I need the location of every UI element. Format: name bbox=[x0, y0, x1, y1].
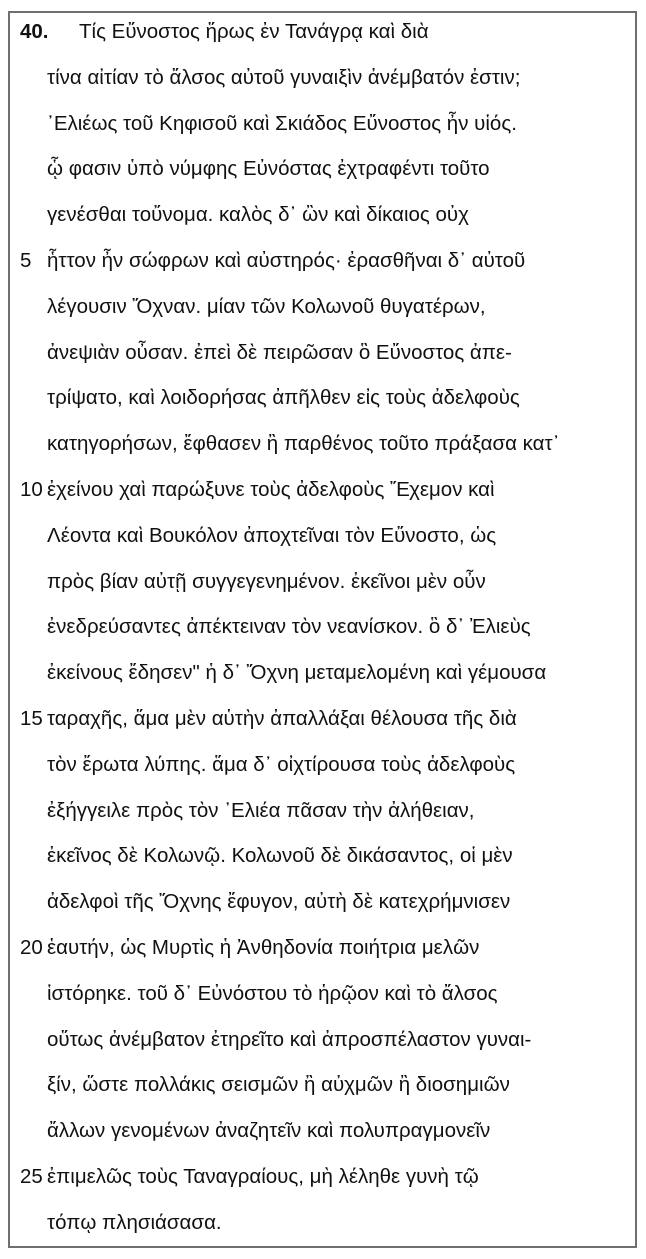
text-line bbox=[10, 796, 635, 826]
text-line bbox=[10, 1025, 635, 1055]
text-line bbox=[10, 1070, 635, 1100]
text-line bbox=[10, 750, 635, 780]
line-text: τίνα αἰτίαν τὸ ἄλσος αὐτοῦ γυναιξὶν ἀνέμβατόν ἐστιν; bbox=[47, 65, 521, 89]
line-text: κατηγορήσων, ἔφθασεν ἢ παρθένος τοῦτο πράξασα κατ᾿ bbox=[47, 432, 560, 456]
line-number: 10 bbox=[20, 478, 43, 501]
line-text: ταραχῆς, ἅμα μὲν αὑτὴν ἀπαλλάξαι θέλουσα τῆς διὰ bbox=[47, 707, 517, 730]
text-line bbox=[10, 292, 635, 322]
line-text: τόπῳ πλησιάσασα. bbox=[47, 1210, 222, 1234]
line-text: λέγουσιν Ὄχναν. μίαν τῶν Κολωνοῦ θυγατέρων, bbox=[47, 294, 486, 318]
line-text: τὸν ἔρωτα λύπης. ἅμα δ᾿ οἰχτίρουσα τοὺς ἀδελφοὺς bbox=[47, 752, 516, 776]
line-text: ᾧ φασιν ὑπὸ νύμφης Εὐνόστας ἐχτραφέντι τοῦτο bbox=[47, 157, 490, 181]
text-line bbox=[10, 475, 635, 505]
line-text: οὕτως ἀνέμβατον ἐτηρεῖτο καὶ ἀπροσπέλαστον γυναι- bbox=[47, 1027, 532, 1051]
line-text: ἑαυτήν, ὡς Μυρτὶς ἡ Ἀνθηδονία ποιήτρια μελῶν bbox=[47, 936, 480, 959]
text-line bbox=[10, 933, 635, 963]
line-text: ἀνεψιὰν οὖσαν. ἐπεὶ δὲ πειρῶσαν ὃ Εὔνοστος ἀπε- bbox=[47, 340, 512, 364]
line-text: τρίψατο, καὶ λοιδορήσας ἀπῆλθεν εἰς τοὺς ἀδελφοὺς bbox=[47, 386, 520, 410]
line-text: γενέσθαι τοὔνομα. καλὸς δ᾿ ὢν καὶ δίκαιος οὐχ bbox=[47, 203, 469, 227]
line-text: Λέοντα καὶ Βουκόλον ἀποχτεῖναι τὸν Εὔνοστο, ὡς bbox=[47, 523, 497, 547]
line-text: ἐκείνους ἔδησεν" ἡ δ᾿ Ὄχνη μεταμελομένη καὶ γέμουσα bbox=[47, 661, 547, 685]
text-line bbox=[10, 109, 635, 139]
line-text: ᾿Ελιέως τοῦ Κηφισοῦ καὶ Σκιάδος Εὔνοστος ἦν υἱός. bbox=[47, 111, 517, 135]
line-number: 20 bbox=[20, 936, 43, 959]
line-text: ἐπιμελῶς τοὺς Ταναγραίους, μὴ λέληθε γυνὴ τῷ bbox=[47, 1165, 479, 1188]
text-line bbox=[10, 979, 635, 1009]
line-text: ἀδελφοὶ τῆς Ὄχνης ἔφυγον, αὐτὴ δὲ κατεχρήμνισεν bbox=[47, 890, 511, 914]
line-text: ἐκεῖνος δὲ Κολωνῷ. Κολωνοῦ δὲ δικάσαντος, οἱ μὲν bbox=[47, 844, 513, 868]
text-line bbox=[10, 383, 635, 413]
passage-number: 40. bbox=[20, 20, 49, 43]
text-line bbox=[10, 246, 635, 276]
text-line bbox=[10, 17, 635, 47]
line-text: ἱστόρηκε. τοῦ δ᾿ Εὐνόστου τὸ ἡρῷον καὶ τὸ ἄλσος bbox=[47, 981, 498, 1005]
text-line bbox=[10, 887, 635, 917]
line-text: ἐνεδρεύσαντες ἀπέκτειναν τὸν νεανίσκον. ὃ δ᾿ Ἐλιεὺς bbox=[47, 615, 531, 639]
line-text: ξίν, ὥστε πολλάκις σεισμῶν ἢ αὐχμῶν ἢ διοσημιῶν bbox=[47, 1073, 510, 1097]
text-line bbox=[10, 429, 635, 459]
text-line bbox=[10, 1208, 635, 1238]
line-number: 25 bbox=[20, 1165, 43, 1188]
text-line bbox=[10, 704, 635, 734]
line-text: ἧττον ἦν σώφρων καὶ αὐστηρός· ἐρασθῆναι δ᾿ αὐτοῦ bbox=[47, 249, 526, 272]
line-number: 15 bbox=[20, 707, 43, 730]
text-line bbox=[10, 521, 635, 551]
line-text: ἄλλων γενομένων ἀναζητεῖν καὶ πολυπραγμονεῖν bbox=[47, 1119, 491, 1143]
text-line bbox=[10, 63, 635, 93]
text-line bbox=[10, 154, 635, 184]
line-text: Τίς Εὔνοστος ἥρως ἐν Τανάγρᾳ καὶ διὰ bbox=[79, 20, 429, 43]
text-line bbox=[10, 612, 635, 642]
text-line bbox=[10, 567, 635, 597]
line-text: ἐχείνου χαὶ παρώξυνε τοὺς ἀδελφοὺς Ἔχεμον καὶ bbox=[47, 478, 495, 501]
line-number: 5 bbox=[20, 249, 32, 272]
text-line bbox=[10, 841, 635, 871]
text-line bbox=[10, 338, 635, 368]
line-text: πρὸς βίαν αὐτῇ συγγεγενημένον. ἐκεῖνοι μὲν οὖν bbox=[47, 569, 486, 593]
text-line bbox=[10, 1116, 635, 1146]
line-text: ἐξήγγειλε πρὸς τὸν ᾿Ελιέα πᾶσαν τὴν ἀλήθειαν, bbox=[47, 798, 475, 822]
text-line bbox=[10, 658, 635, 688]
passage-frame bbox=[8, 11, 637, 1248]
text-line bbox=[10, 1162, 635, 1192]
text-line bbox=[10, 200, 635, 230]
